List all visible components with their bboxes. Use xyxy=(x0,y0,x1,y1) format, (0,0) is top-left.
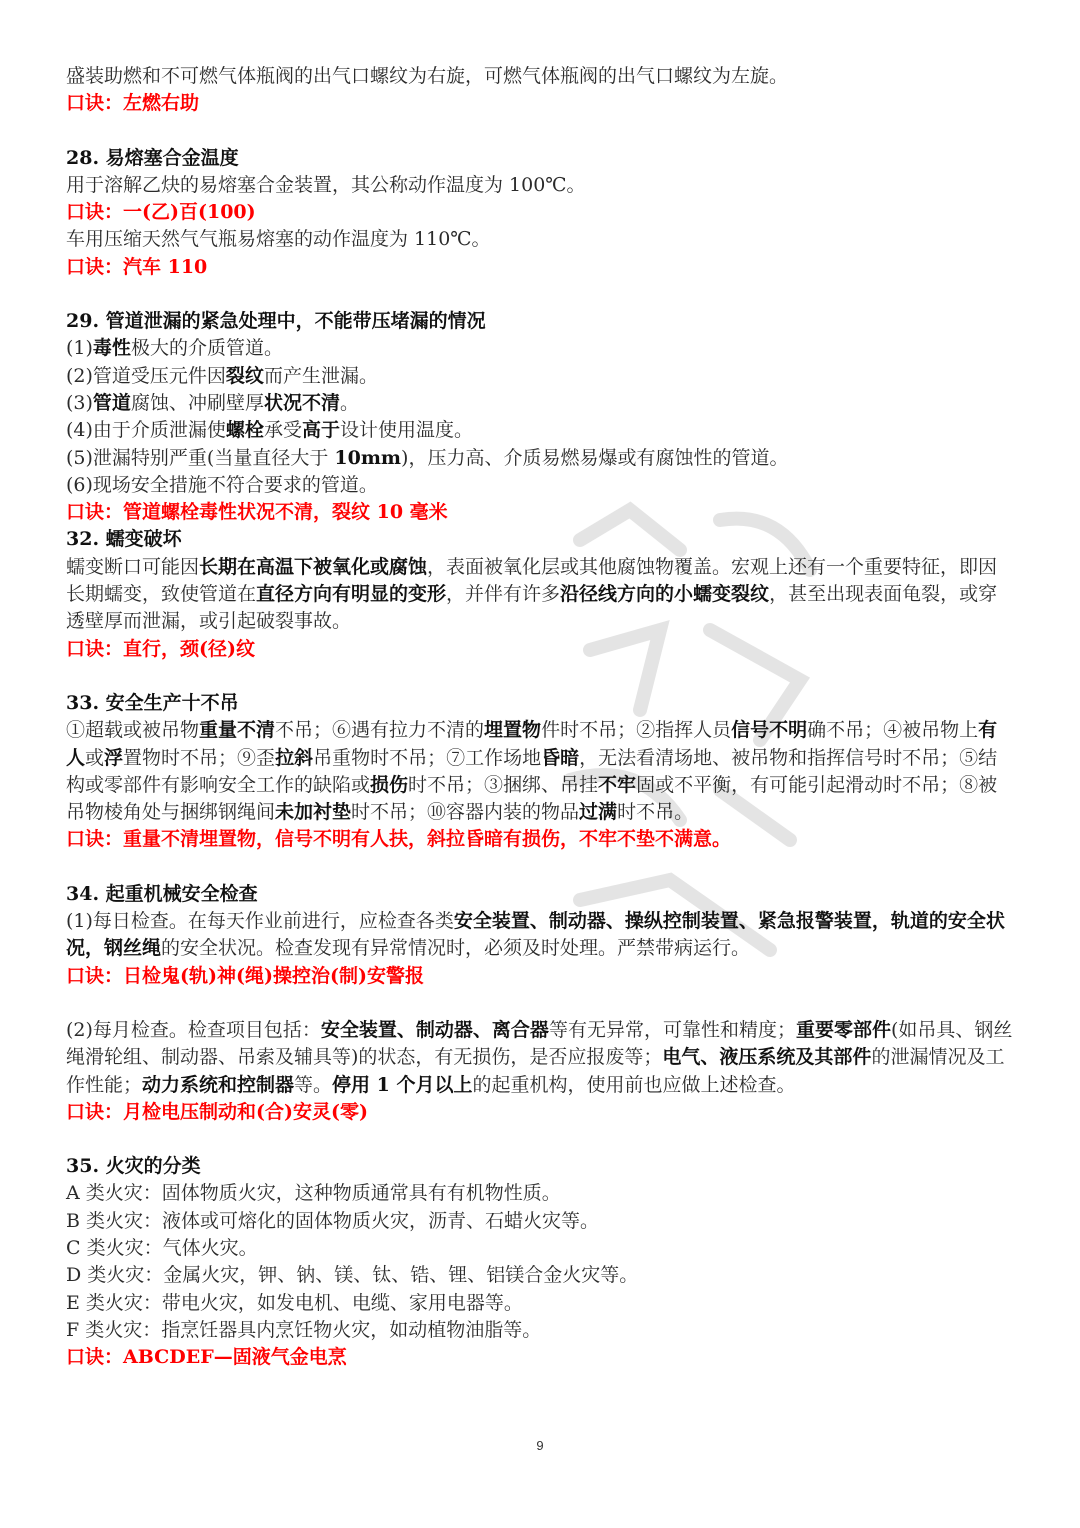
section-28-mnemonic-2: 口诀：汽车 110 xyxy=(66,255,208,278)
section-33-mnemonic: 口诀：重量不清埋置物，信号不明有人扶，斜拉昏暗有损伤，不牢不垫不满意。 xyxy=(66,828,732,851)
section-29-item-5: (5)泄漏特别严重(当量直径大于 10mm)，压力高、介质易燃易爆或有腐蚀性的管道。 xyxy=(66,446,789,469)
fire-class-c: C 类火灾：气体火灾。 xyxy=(66,1236,258,1259)
document-body xyxy=(66,63,1016,1371)
section-28-mnemonic-1: 口诀：一(乙)百(100) xyxy=(66,201,256,224)
section-32-mnemonic: 口诀：直行，颈(径)纹 xyxy=(66,637,255,660)
fire-class-d: D 类火灾：金属火灾，钾、钠、镁、钛、锆、锂、铝镁合金火灾等。 xyxy=(66,1264,639,1287)
section-33-text: ①超载或被吊物重量不清不吊；⑥遇有拉力不清的埋置物件时不吊；②指挥人员信号不明确不吊；④被吊物上有人或浮置物时不吊；⑨歪拉斜吊重物时不吊；⑦工作场地昏暗，无法看清场地、被吊物和指挥信号时不吊；⑤结构或零部件有影响安全工作的缺陷或损伤时不吊；③捆绑、吊挂不牢固或不平衡，有可能引起滑动时不吊；⑧被吊物棱角处与捆绑钢绳间未加衬垫时不吊；⑩容器内装的物品过满时不吊。 xyxy=(66,719,998,824)
section-35-mnemonic: 口诀：ABCDEF—固液气金电烹 xyxy=(66,1346,347,1369)
intro-mnemonic: 口诀：左燃右助 xyxy=(66,92,200,115)
section-29-mnemonic: 口诀：管道螺栓毒性状况不清，裂纹 10 毫米 xyxy=(66,501,448,524)
intro-text: 盛装助燃和不可燃气体瓶阀的出气口螺纹为右旋，可燃气体瓶阀的出气口螺纹为左旋。 xyxy=(66,65,789,87)
section-28-text-1: 用于溶解乙炔的易熔塞合金装置，其公称动作温度为 100℃。 xyxy=(66,173,586,196)
section-29-item-4: (4)由于介质泄漏使螺栓承受高于设计使用温度。 xyxy=(66,419,473,442)
section-29-title: 29. 管道泄漏的紧急处理中，不能带压堵漏的情况 xyxy=(66,310,486,333)
fire-class-b: B 类火灾：液体或可熔化的固体物质火灾，沥青、石蜡火灾等。 xyxy=(66,1209,600,1232)
fire-class-a: A 类火灾：固体物质火灾，这种物质通常具有有机物性质。 xyxy=(66,1182,561,1205)
section-35-title: 35. 火灾的分类 xyxy=(66,1155,201,1178)
section-28-title: 28. 易熔塞合金温度 xyxy=(66,146,239,169)
fire-class-e: E 类火灾：带电火灾，如发电机、电缆、家用电器等。 xyxy=(66,1291,523,1314)
section-34-title: 34. 起重机械安全检查 xyxy=(66,882,258,905)
section-34-mnemonic-1: 口诀：日检鬼(轨)神(绳)操控治(制)安警报 xyxy=(66,964,424,987)
section-32-text: 蠕变断口可能因长期在高温下被氧化或腐蚀，表面被氧化层或其他腐蚀物覆盖。宏观上还有一个重要特征，即因长期蠕变，致使管道在直径方向有明显的变形，并伴有许多沿径线方向的小蠕变裂纹，甚至出现表面龟裂，或穿透壁厚而泄漏，或引起破裂事故。 xyxy=(66,555,998,633)
section-29-item-3: (3)管道腐蚀、冲刷壁厚状况不清。 xyxy=(66,391,359,414)
section-34-mnemonic-2: 口诀：月检电压制动和(合)安灵(零) xyxy=(66,1100,368,1123)
section-32-title: 32. 蠕变破坏 xyxy=(66,528,182,551)
section-29-item-6: (6)现场安全措施不符合要求的管道。 xyxy=(66,473,378,496)
section-34-monthly: (2)每月检查。检查项目包括：安全装置、制动器、离合器等有无异常，可靠性和精度；重要零部件(如吊具、钢丝绳滑轮组、制动器、吊索及辅具等)的状态，有无损伤，是否应报废等；电气、液压系统及其部件的泄漏情况及工作性能；动力系统和控制器等。停用 1 个月以上的起重机构，使用前也应做上述检查。 xyxy=(66,1018,1013,1096)
section-34-daily: (1)每日检查。在每天作业前进行，应检查各类安全装置、制动器、操纵控制装置、紧急报警装置，轨道的安全状况，钢丝绳的安全状况。检查发现有异常情况时，必须及时处理。严禁带病运行。 xyxy=(66,910,1005,960)
section-33-title: 33. 安全生产十不吊 xyxy=(66,691,239,714)
section-29-item-2: (2)管道受压元件因裂纹而产生泄漏。 xyxy=(66,364,378,387)
section-28-text-2: 车用压缩天然气气瓶易熔塞的动作温度为 110℃。 xyxy=(66,228,491,251)
page-number: 9 xyxy=(536,1438,544,1453)
fire-class-f: F 类火灾：指烹饪器具内烹饪物火灾，如动植物油脂等。 xyxy=(66,1318,542,1341)
section-29-item-1: (1)毒性极大的介质管道。 xyxy=(66,337,283,360)
